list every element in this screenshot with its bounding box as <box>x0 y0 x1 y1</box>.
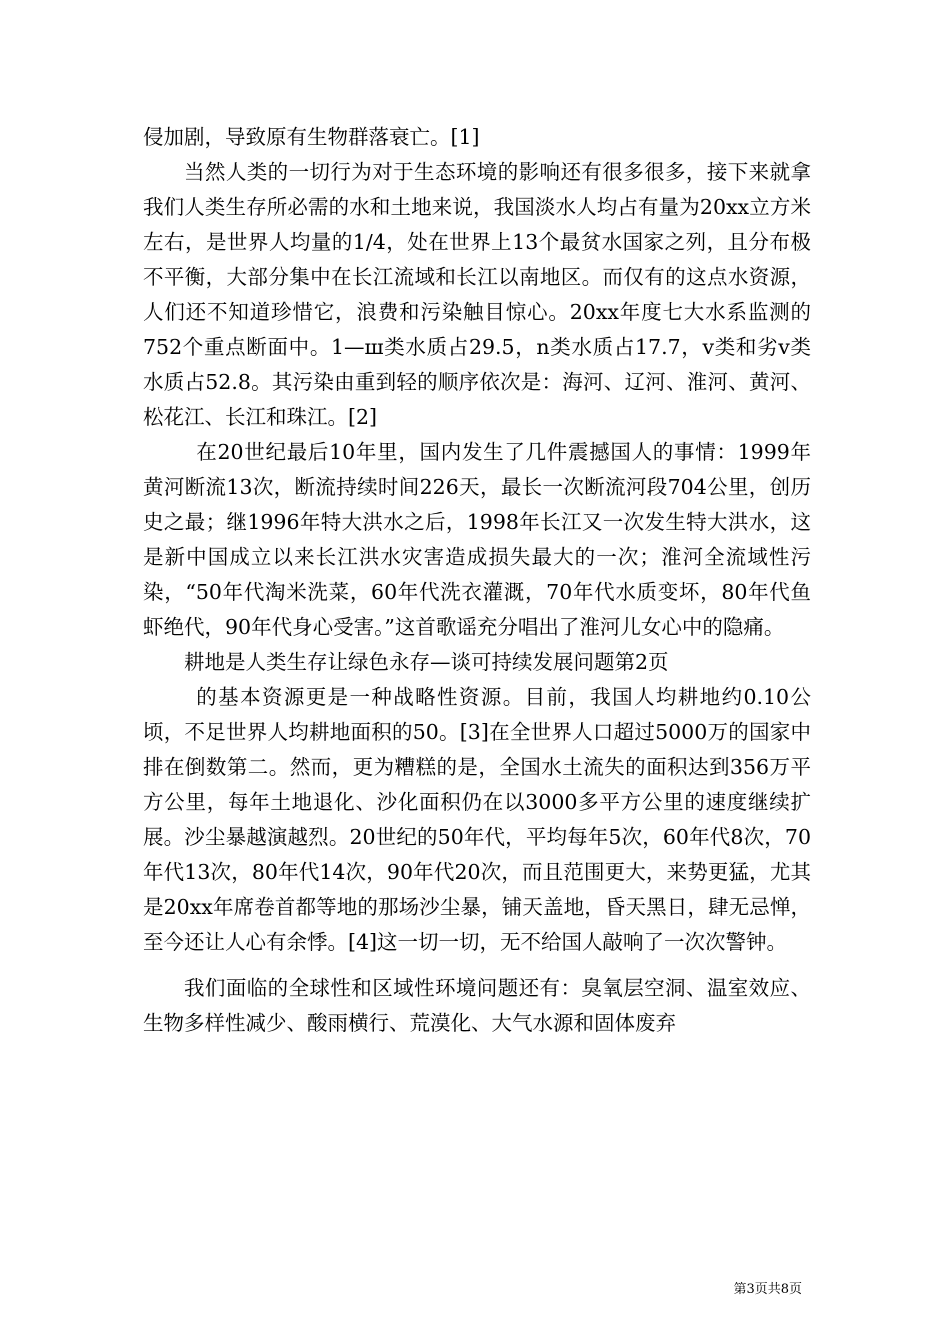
page-break-heading: 耕地是人类生存让绿色永存—谈可持续发展问题第2页 <box>184 650 669 674</box>
paragraph-1: 侵加剧，导致原有生物群落衰亡。[1] <box>143 125 480 149</box>
paragraph-4: 的基本资源更是一种战略性资源。目前，我国人均耕地约0.10公顷，不足世界人均耕地面积的50。[3]在全世界人口超过5000万的国家中排在倒数第二。然而，更为糟糕的是，全国水土流失的面积达到356万平方公里，每年土地退化、沙化面积仍在以3000多平方公里的速度继续扩展。沙尘暴越演越烈。20世纪的50年代，平均每年5次，60年代8次，70年代13次，80年代14次，90年代20次，而且范围更大，来势更猛，尤其是20xx年席卷首都等地的那场沙尘暴，铺天盖地，昏天黑日，肆无忌惮，至今还让人心有余悸。[4]这一切一切，无不给国人敲响了一次次警钟。 <box>143 685 811 954</box>
paragraph-3: 在20世纪最后10年里，国内发生了几件震撼国人的事情：1999年黄河断流13次，断流持续时间226天，最长一次断流河段704公里，创历史之最；继1996年特大洪水之后，1998年长江又一次发生特大洪水，这是新中国成立以来长江洪水灾害造成损失最大的一次；淮河全流域性污染，“50年代淘米洗菜，60年代洗衣灌溉，70年代水质变坏，80年代鱼虾绝代，90年代身心受害。”这首歌谣充分唱出了淮河儿女心中的隐痛。 <box>143 440 811 639</box>
document-body <box>143 120 811 1041</box>
paragraph-5: 我们面临的全球性和区域性环境问题还有：臭氧层空洞、温室效应、生物多样性减少、酸雨横行、荒漠化、大气水源和固体废弃 <box>143 976 811 1035</box>
paragraph-2: 当然人类的一切行为对于生态环境的影响还有很多很多，接下来就拿我们人类生存所必需的水和土地来说，我国淡水人均占有量为20xx立方米左右，是世界人均量的1/4，处在世界上13个最贫水国家之列，且分布极不平衡，大部分集中在长江流域和长江以南地区。而仅有的这点水资源，人们还不知道珍惜它，浪费和污染触目惊心。20xx年度七大水系监测的752个重点断面中。1—ш类水质占29.5，n类水质占17.7，v类和劣v类水质占52.8。其污染由重到轻的顺序依次是：海河、辽河、淮河、黄河、松花江、长江和珠江。[2] <box>143 160 811 429</box>
page-number-footer: 第3页共8页 <box>733 1282 802 1297</box>
